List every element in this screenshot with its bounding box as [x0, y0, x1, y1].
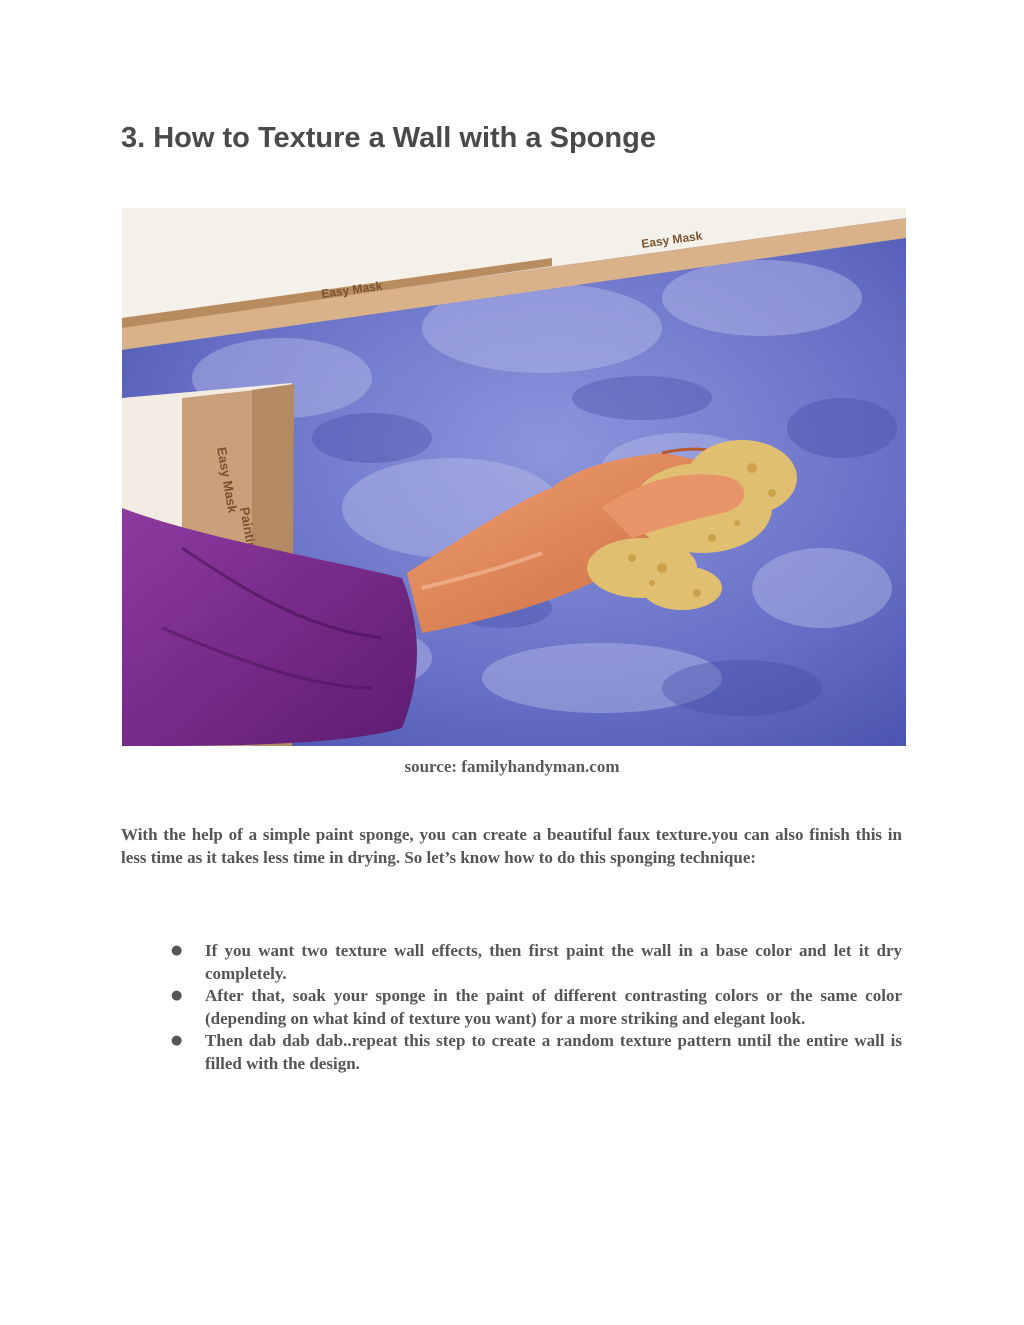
bullet-icon: ● [171, 943, 183, 958]
bullet-icon: ● [171, 988, 183, 1003]
step-text: After that, soak your sponge in the paint of different contrasting colors or the same color (depending on what kind of texture you want) for a more striking and elegant look. [205, 986, 902, 1028]
svg-text:Easy Mask: Easy Mask [320, 278, 384, 301]
svg-text:Easy Mask: Easy Mask [214, 445, 241, 515]
step-text: Then dab dab dab..repeat this step to create a random texture pattern until the entire wall is filled with the design. [205, 1031, 902, 1073]
intro-paragraph: With the help of a simple paint sponge, you can create a beautiful faux texture.you can also finish this in less time as it takes less time in drying. So let’s know how to do this sponging technique: [121, 825, 902, 867]
bullet-icon: ● [171, 1033, 183, 1048]
image-source-caption: source: familyhandyman.com [404, 757, 620, 776]
list-item [121, 985, 902, 1030]
sponging-steps-list [121, 940, 902, 1075]
page-title: 3. How to Texture a Wall with a Sponge [121, 122, 656, 154]
step-text: If you want two texture wall effects, then first paint the wall in a base color and let it dry completely. [205, 941, 902, 983]
list-item [121, 1030, 902, 1075]
list-item [121, 940, 902, 985]
svg-text:Easy Mask: Easy Mask [640, 228, 704, 251]
sponge-painting-photo [122, 208, 906, 746]
